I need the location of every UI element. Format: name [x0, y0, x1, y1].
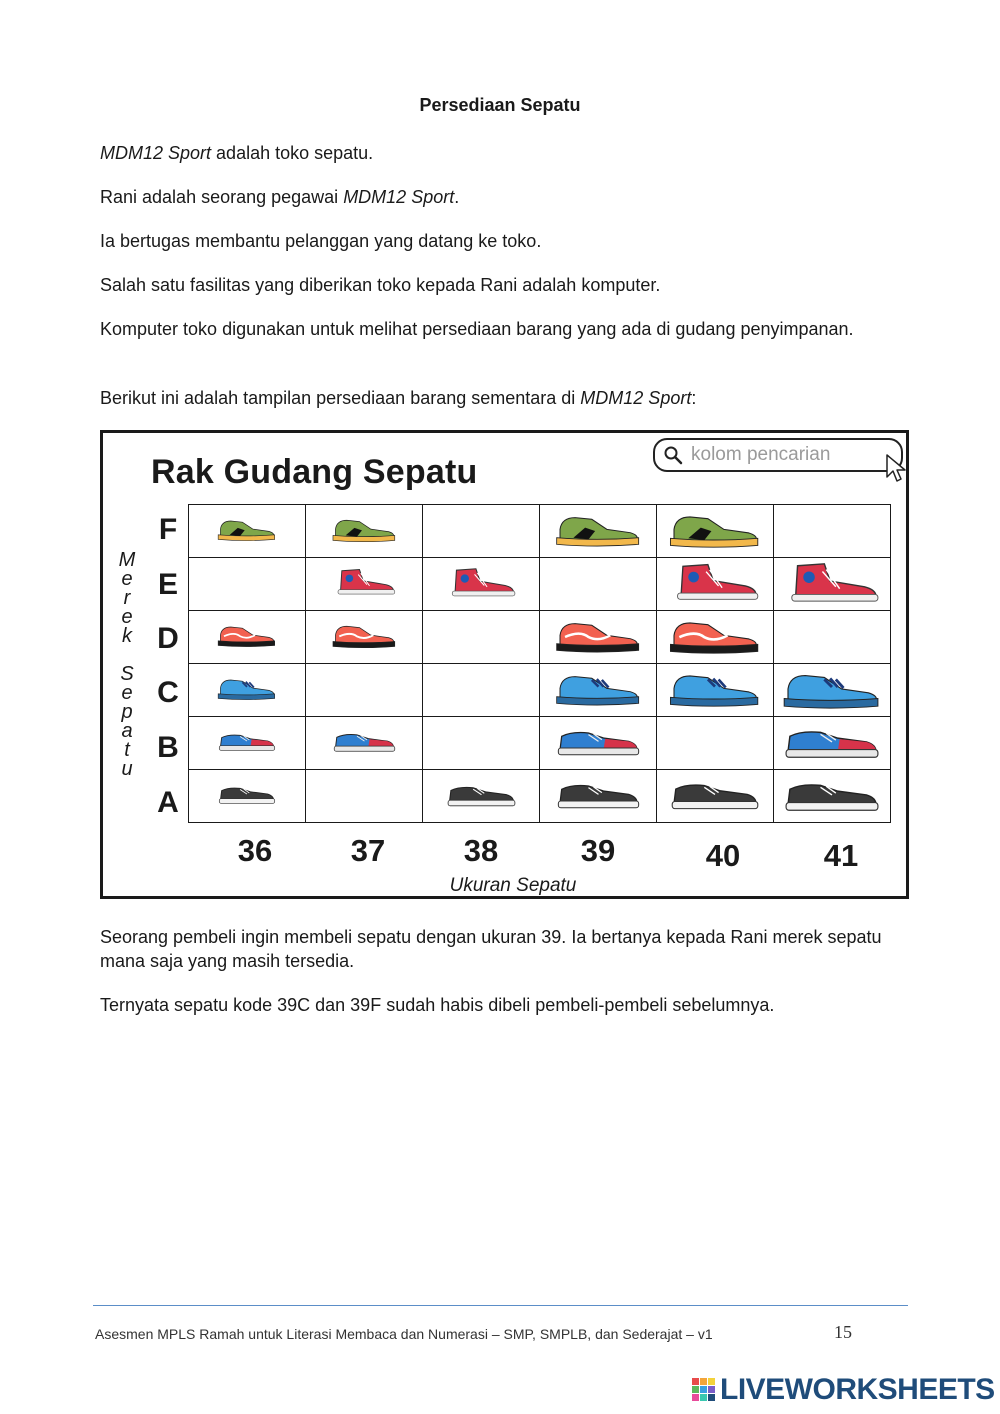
low-sneaker-blue-red-icon	[555, 721, 642, 760]
cell-39e	[540, 558, 657, 611]
brand-name: MDM12 Sport	[343, 187, 455, 207]
y-axis-title-letter: t	[124, 739, 130, 761]
running-shoe-blue-icon	[782, 666, 882, 710]
y-axis-title-letter: S	[120, 663, 134, 685]
col-label-36: 36	[237, 833, 273, 868]
liveworksheets-logo	[692, 1373, 995, 1407]
cell-41b	[774, 717, 891, 770]
low-sneaker-blue-red-icon	[782, 719, 882, 763]
paragraph-4: Salah satu fasilitas yang diberikan toko kepada Rani adalah komputer.	[100, 275, 661, 295]
y-axis-title-letter: a	[121, 720, 133, 742]
search-icon	[663, 445, 683, 465]
running-shoe-green-icon	[217, 515, 277, 542]
cell-36f	[189, 505, 306, 558]
low-sneaker-blue-red-icon	[331, 726, 398, 755]
cell-41a	[774, 770, 891, 823]
high-top-sneaker-red-icon	[331, 567, 398, 596]
cell-36c	[189, 664, 306, 717]
cell-37b	[306, 717, 423, 770]
cell-40e	[657, 558, 774, 611]
paragraph-text: .	[454, 187, 460, 207]
paragraph-2	[100, 185, 900, 209]
grid-row-d	[189, 611, 891, 664]
warehouse-figure	[100, 430, 909, 899]
cell-38e	[423, 558, 540, 611]
low-sneaker-black-icon	[217, 780, 277, 807]
cell-40d	[657, 611, 774, 664]
low-sneaker-black-icon	[782, 772, 882, 816]
low-sneaker-black-icon	[668, 773, 762, 814]
cell-38c	[423, 664, 540, 717]
cell-38a	[423, 770, 540, 823]
chunky-sneaker-coral-icon	[668, 614, 762, 655]
cell-38b	[423, 717, 540, 770]
cell-39a	[540, 770, 657, 823]
cell-38d	[423, 611, 540, 664]
cell-36a	[189, 770, 306, 823]
col-label-38: 38	[463, 833, 499, 868]
grid-row-b	[189, 717, 891, 770]
y-axis-title-letter: M	[118, 549, 136, 571]
paragraph-8: Ternyata sepatu kode 39C dan 39F sudah habis dibeli pembeli-pembeli sebelumnya.	[100, 995, 775, 1015]
grid-row-c	[189, 664, 891, 717]
search-box[interactable]	[653, 438, 903, 472]
col-label-37: 37	[350, 833, 386, 868]
row-label-c: C	[157, 676, 179, 709]
running-shoe-blue-icon	[668, 667, 762, 708]
cell-36d	[189, 611, 306, 664]
cell-37e	[306, 558, 423, 611]
figure-title: Rak Gudang Sepatu	[151, 453, 478, 491]
cell-37d	[306, 611, 423, 664]
cell-41e	[774, 558, 891, 611]
running-shoe-blue-icon	[217, 674, 277, 701]
grid-row-f	[189, 505, 891, 558]
cell-39c	[540, 664, 657, 717]
paragraph-text: adalah toko sepatu.	[211, 143, 374, 163]
high-top-sneaker-red-icon	[782, 560, 882, 604]
row-label-e: E	[157, 568, 178, 601]
paragraph-text: Berikut ini adalah tampilan persediaan barang sementara di	[100, 388, 581, 408]
cell-41d	[774, 611, 891, 664]
liveworksheets-logo-text: LIVEWORKSHEETS	[720, 1373, 995, 1406]
low-sneaker-black-icon	[445, 778, 518, 810]
cell-40b	[657, 717, 774, 770]
y-axis-title-letter: e	[121, 568, 133, 590]
y-axis-title-letter: e	[121, 606, 133, 628]
col-label-41: 41	[823, 838, 859, 873]
row-label-d: D	[157, 622, 179, 655]
cell-40a	[657, 770, 774, 823]
y-axis-title-letter: r	[123, 587, 131, 609]
search-placeholder: kolom pencarian	[691, 444, 831, 465]
cursor-icon	[885, 453, 907, 483]
running-shoe-green-icon	[668, 508, 762, 549]
brand-name: MDM12 Sport	[580, 388, 692, 408]
chunky-sneaker-coral-icon	[217, 621, 277, 648]
paragraph-text: :	[691, 388, 697, 408]
row-label-b: B	[157, 731, 179, 764]
low-sneaker-black-icon	[555, 774, 642, 813]
cell-36e	[189, 558, 306, 611]
y-axis-title-letter: p	[121, 701, 133, 723]
chunky-sneaker-coral-icon	[555, 615, 642, 654]
high-top-sneaker-red-icon	[445, 566, 518, 598]
low-sneaker-blue-red-icon	[217, 727, 277, 754]
grid-row-a	[189, 770, 891, 823]
row-label-a: A	[157, 786, 179, 819]
y-axis-title-letter: e	[121, 682, 133, 704]
y-axis-title-letter: k	[122, 625, 132, 647]
cell-39f	[540, 505, 657, 558]
col-label-40: 40	[705, 838, 741, 873]
brand-name: MDM12 Sport	[100, 143, 212, 163]
paragraph-1	[100, 141, 900, 165]
cell-39d	[540, 611, 657, 664]
cell-39b	[540, 717, 657, 770]
page-number: 15	[834, 1322, 852, 1342]
cell-40f	[657, 505, 774, 558]
cell-41f	[774, 505, 891, 558]
y-axis-title	[117, 551, 137, 779]
cell-37f	[306, 505, 423, 558]
x-axis-title: Ukuran Sepatu	[449, 875, 577, 896]
cell-40c	[657, 664, 774, 717]
footer-divider	[93, 1305, 908, 1306]
running-shoe-blue-icon	[555, 668, 642, 707]
running-shoe-green-icon	[555, 509, 642, 548]
paragraph-text: Rani adalah seorang pegawai	[100, 187, 344, 207]
cell-37c	[306, 664, 423, 717]
paragraph-3: Ia bertugas membantu pelanggan yang datang ke toko.	[100, 231, 542, 251]
liveworksheets-logo-icon	[692, 1378, 716, 1402]
grid-row-e	[189, 558, 891, 611]
stock-grid	[188, 504, 891, 823]
paragraph-7: Seorang pembeli ingin membeli sepatu dengan ukuran 39. Ia bertanya kepada Rani merek sepatu mana saja yang masih tersedia.	[100, 927, 882, 971]
paragraph-5: Komputer toko digunakan untuk melihat persediaan barang yang ada di gudang penyimpanan.	[100, 319, 854, 339]
running-shoe-green-icon	[331, 514, 398, 543]
cell-37a	[306, 770, 423, 823]
cell-36b	[189, 717, 306, 770]
high-top-sneaker-red-icon	[668, 561, 762, 602]
row-label-f: F	[158, 513, 178, 546]
page-title: Persediaan Sepatu	[419, 95, 581, 115]
footer-text: Asesmen MPLS Ramah untuk Literasi Membaca dan Numerasi – SMP, SMPLB, dan Sederajat – v1	[95, 1326, 713, 1342]
cell-38f	[423, 505, 540, 558]
y-axis-title-letter: u	[121, 758, 133, 780]
paragraph-6	[100, 386, 900, 410]
chunky-sneaker-coral-icon	[331, 620, 398, 649]
cell-41c	[774, 664, 891, 717]
col-label-39: 39	[580, 833, 616, 868]
